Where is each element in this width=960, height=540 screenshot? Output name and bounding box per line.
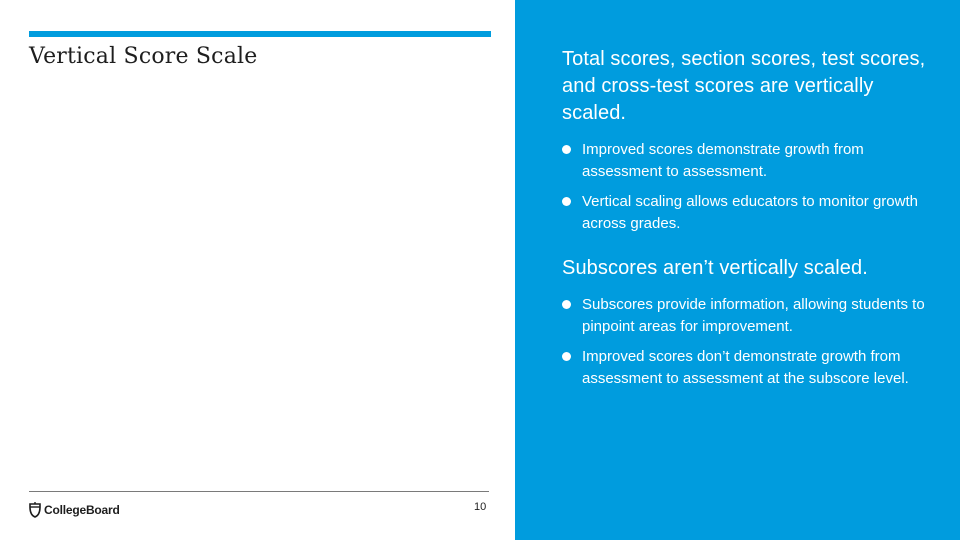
page-number: 10 <box>474 501 487 513</box>
section2-heading: Subscores aren’t vertically scaled. <box>562 257 868 279</box>
section1-bullets <box>562 139 942 235</box>
bullet-dot-icon <box>562 197 571 206</box>
list-item <box>562 294 942 338</box>
footer-divider <box>29 491 489 492</box>
bullet-dot-icon <box>562 300 571 309</box>
title-accent-rule <box>29 31 491 37</box>
list-item <box>562 191 942 235</box>
bullet-dot-icon <box>562 145 571 154</box>
bullet-text: Improved scores don’t demonstrate growth from assessment to assessment at the subscore level. <box>582 348 909 387</box>
bullet-dot-icon <box>562 352 571 361</box>
slide-title: Vertical Score Scale <box>29 44 258 69</box>
acorn-icon <box>29 502 41 518</box>
list-item <box>562 139 942 183</box>
list-item <box>562 346 942 390</box>
content-area <box>562 46 942 398</box>
section1-heading: Total scores, section scores, test scores, and cross-test scores are vertically scaled. <box>562 48 926 124</box>
bullet-text: Improved scores demonstrate growth from assessment to assessment. <box>582 141 864 180</box>
section2-bullets <box>562 294 942 390</box>
bullet-text: Subscores provide information, allowing students to pinpoint areas for improvement. <box>582 296 925 335</box>
collegeboard-logo <box>29 500 120 520</box>
bullet-text: Vertical scaling allows educators to monitor growth across grades. <box>582 193 918 232</box>
right-panel <box>515 0 960 540</box>
logo-text: CollegeBoard <box>44 503 120 517</box>
